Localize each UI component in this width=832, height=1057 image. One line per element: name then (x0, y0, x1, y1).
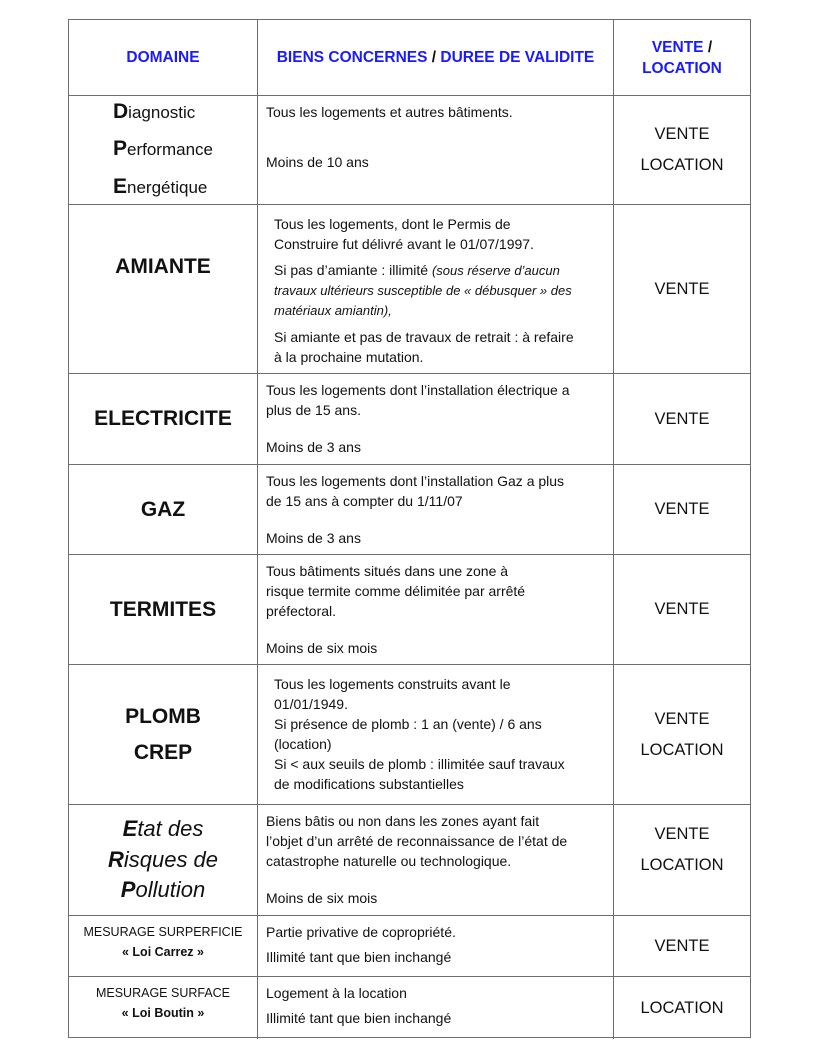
domaine-mesurage-surface: MESURAGE SURFACE (95, 986, 231, 1000)
usage-vente: VENTE (654, 936, 710, 955)
erp-line-1 (108, 814, 218, 845)
duree-text: Si pas d’amiante : illimité (274, 262, 432, 278)
biens-line: Biens bâtis ou non dans les zones ayant fait (266, 813, 540, 829)
domaine-amiante: AMIANTE (115, 255, 211, 278)
erp-rest-3: ollution (135, 877, 206, 903)
erp-initial-p: P (120, 877, 136, 903)
duree-note: travaux ultérieurs susceptible de « débusquer » des (274, 283, 572, 298)
biens-line: Tous bâtiments situés dans une zone à (266, 563, 509, 579)
usage-vente: VENTE (654, 500, 710, 518)
erp-line-2 (108, 845, 218, 876)
biens-line: l’objet d’un arrêté de reconnaissance de l’état de (266, 833, 568, 849)
usage-cell (614, 374, 750, 464)
usage-cell (614, 977, 750, 1039)
spacer (266, 420, 605, 437)
erp-line-3 (108, 875, 218, 906)
erp-initial-e: E (122, 816, 138, 842)
usage-cell (614, 465, 750, 554)
biens-cell (258, 665, 614, 804)
header-biens-concernes: BIENS CONCERNES (276, 48, 428, 66)
table-row-plomb-crep (69, 665, 750, 805)
table-row-electricite (69, 374, 750, 465)
usage-vente: VENTE (654, 825, 710, 843)
biens-line: Tous les logements, dont le Permis de (274, 216, 511, 232)
header-biens-cell (258, 20, 614, 95)
biens-line: de modifications substantielles (274, 776, 464, 792)
duree-text: Moins de 10 ans (266, 154, 369, 170)
domaine-cell (69, 977, 258, 1039)
header-separator: / (431, 48, 437, 66)
biens-line: 01/01/1949. (274, 696, 348, 712)
usage-cell (614, 96, 750, 204)
table-row-gaz (69, 465, 750, 555)
erp-title (108, 814, 218, 906)
biens-text: Logement à la location (266, 985, 407, 1001)
dpe-line-2 (113, 131, 213, 169)
domaine-mesurage-superficie: MESURAGE SURPERFICIE (83, 925, 243, 939)
usage-vente: VENTE (654, 279, 710, 298)
biens-line: Si présence de plomb : 1 an (vente) / 6 ans (274, 716, 542, 732)
domaine-cell (69, 374, 258, 464)
biens-line: Si < aux seuils de plomb : illimitée sauf travaux (274, 756, 565, 772)
table-row-loi-carrez (69, 916, 750, 977)
domaine-plomb: PLOMB (125, 704, 201, 728)
duree-text: Illimité tant que bien inchangé (266, 949, 452, 965)
biens-text: Partie privative de copropriété. (266, 924, 456, 940)
biens-line: (location) (274, 736, 332, 752)
biens-line: Tous les logements dont l’installation électrique a (266, 382, 570, 398)
diagnostics-table (68, 19, 751, 1038)
duree-text: Illimité tant que bien inchangé (266, 1010, 452, 1026)
duree-line: Si amiante et pas de travaux de retrait : à refaire (274, 329, 574, 345)
dpe-rest-2: erformance (127, 140, 213, 160)
duree-line: à la prochaine mutation. (274, 349, 424, 365)
header-usage-cell (614, 20, 750, 95)
table-row-amiante (69, 205, 750, 374)
domaine-cell (69, 805, 258, 915)
usage-cell (614, 916, 750, 976)
biens-line: plus de 15 ans. (266, 402, 361, 418)
header-vente: VENTE (651, 38, 704, 56)
duree-text: Moins de six mois (266, 890, 378, 906)
header-biens-duree (277, 48, 595, 68)
spacer (266, 871, 605, 888)
biens-cell (258, 555, 614, 664)
domaine-cell (69, 555, 258, 664)
domaine-loi-carrez: « Loi Carrez » (122, 945, 204, 959)
table-row-loi-boutin (69, 977, 750, 1039)
biens-line: catastrophe naturelle ou technologique. (266, 853, 512, 869)
biens-cell (258, 977, 614, 1039)
domaine-cell (69, 465, 258, 554)
usage-cell (614, 805, 750, 915)
usage-location: LOCATION (640, 156, 724, 174)
biens-cell (258, 916, 614, 976)
biens-cell (258, 805, 614, 915)
usage-cell (614, 205, 750, 373)
header-usage-separator: / (707, 38, 713, 56)
erp-initial-r: R (107, 846, 124, 872)
dpe-line-3 (113, 169, 213, 207)
duree-line-1 (274, 260, 605, 281)
duree-note: (sous réserve d’aucun (431, 263, 560, 278)
dpe-rest-1: iagnostic (128, 102, 196, 122)
biens-line: Tous les logements dont l’installation Gaz a plus (266, 473, 565, 489)
duree-text: Moins de 3 ans (266, 439, 361, 455)
duree-note: matériaux amiantin), (274, 303, 392, 318)
biens-cell (258, 465, 614, 554)
biens-cell (258, 374, 614, 464)
domaine-cell (69, 96, 258, 204)
dpe-rest-3: nergétique (127, 177, 208, 197)
biens-text: Tous les logements et autres bâtiments. (266, 104, 513, 120)
erp-rest-1: tat des (137, 816, 204, 842)
header-location: LOCATION (642, 59, 722, 77)
domaine-loi-boutin: « Loi Boutin » (121, 1006, 205, 1020)
domaine-crep: CREP (133, 740, 193, 764)
biens-line: préfectoral. (266, 603, 337, 619)
biens-cell (258, 205, 614, 373)
dpe-line-1 (113, 94, 213, 132)
biens-line: Construire fut délivré avant le 01/07/1997. (274, 236, 534, 252)
table-header-row (69, 20, 750, 96)
dpe-initial-d: D (113, 99, 129, 123)
table-row-erp (69, 805, 750, 916)
header-duree-validite: DUREE DE VALIDITE (440, 48, 595, 66)
usage-location: LOCATION (640, 998, 724, 1017)
usage-vente: VENTE (654, 600, 710, 618)
header-domaine: DOMAINE (126, 48, 200, 66)
biens-line: de 15 ans à compter du 1/11/07 (266, 493, 463, 509)
domaine-cell (69, 665, 258, 804)
table-row-termites (69, 555, 750, 665)
spacer (266, 621, 605, 638)
duree-text: Moins de six mois (266, 640, 378, 656)
domaine-electricite: ELECTRICITE (94, 407, 232, 430)
dpe-title (113, 94, 213, 207)
spacer (266, 511, 605, 528)
header-domaine-cell (69, 20, 258, 95)
dpe-initial-e: E (113, 174, 128, 198)
domaine-gaz: GAZ (140, 497, 186, 521)
usage-vente: VENTE (654, 709, 710, 728)
usage-vente: VENTE (654, 409, 710, 428)
usage-cell (614, 555, 750, 664)
domaine-cell (69, 916, 258, 976)
erp-rest-2: isques de (123, 846, 219, 872)
domaine-termites: TERMITES (109, 597, 217, 621)
usage-location: LOCATION (640, 740, 724, 759)
biens-cell (258, 96, 614, 204)
domaine-cell (69, 205, 258, 373)
biens-line: Tous les logements construits avant le (274, 676, 511, 692)
spacer (266, 122, 605, 152)
usage-location: LOCATION (640, 856, 724, 874)
table-row-dpe (69, 96, 750, 205)
header-vente-line (652, 37, 712, 58)
usage-cell (614, 665, 750, 804)
usage-vente: VENTE (654, 125, 710, 143)
duree-text: Moins de 3 ans (266, 530, 361, 546)
biens-line: risque termite comme délimitée par arrêté (266, 583, 526, 599)
dpe-initial-p: P (113, 137, 128, 161)
